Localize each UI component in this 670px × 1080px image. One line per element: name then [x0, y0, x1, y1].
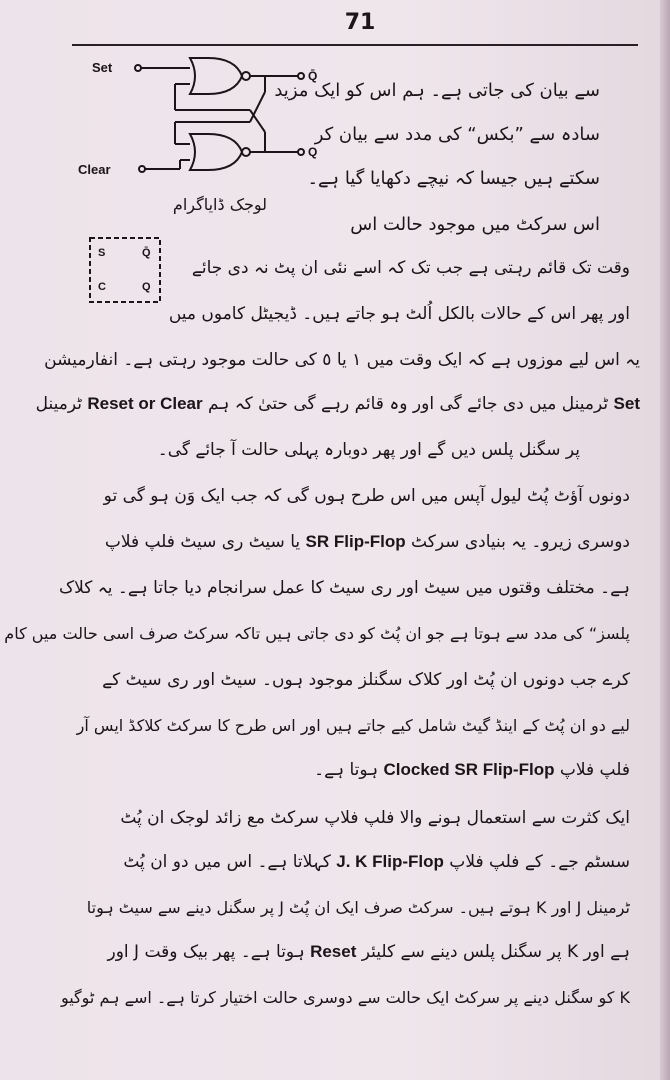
text-line: سے بیان کی جاتی ہے۔ ہم اس کو ایک مزید [274, 80, 600, 101]
text-line-mixed [314, 760, 630, 780]
box-q-label: Q [142, 281, 151, 293]
text-line: وقت تک قائم رہتی ہے جب تک کہ اسے نئی ان پٹ نہ دی جائے [191, 258, 630, 278]
text-line: اس سرکٹ میں موجود حالت اس [350, 214, 600, 235]
english-term: Reset [310, 942, 357, 961]
header-rule [72, 44, 638, 46]
text-line: ایک کثرت سے استعمال ہونے والا فلپ فلاپ سرکٹ مع زائد لوجک ان پُٹ [120, 808, 630, 828]
text-line: یہ اس لیے موزوں ہے کہ ایک وقت میں ۱ یا ٥ کی حالت موجود رہتی ہے۔ انفارمیشن [44, 350, 640, 370]
english-term: Clocked SR Flip-Flop [383, 760, 555, 779]
q-bar-label: Q̄ [308, 69, 318, 83]
box-s-label: S [98, 247, 106, 259]
text-line: K کو سگنل دینے پر سرکٹ ایک حالت سے دوسری حالت اختیار کرتا ہے۔ اسے ہم ٹوگیو [60, 988, 630, 1007]
text-segment: ہوتا ہے۔ [314, 760, 384, 780]
page-spine-shadow [660, 0, 670, 1080]
text-segment: ہے اور K پر سگنل پلس دینے سے کلیئر [356, 942, 630, 962]
text-line: سکتے ہیں جیسا کہ نیچے دکھایا گیا ہے۔ [307, 168, 600, 189]
clear-label: Clear [78, 162, 111, 177]
logic-diagram [70, 52, 340, 232]
text-segment: یا سیٹ ری سیٹ فلپ فلاپ [104, 532, 306, 552]
text-line-mixed [108, 942, 631, 962]
text-segment: ٹرمینل میں دی جائے گی اور وہ قائم رہے گی حتیٰ کہ ہم [202, 394, 614, 414]
set-label: Set [92, 60, 113, 75]
english-term: SR Flip-Flop [305, 532, 406, 551]
text-segment: دوسری زیرو۔ یہ بنیادی سرکٹ [405, 532, 630, 552]
box-c-label: C [98, 281, 106, 293]
text-line: پر سگنل پلس دیں گے اور پھر دوبارہ پہلی حالت آ جائے گی۔ [157, 440, 580, 460]
text-segment: فلپ فلاپ [554, 760, 630, 780]
q-label: Q [308, 145, 318, 159]
text-line: کرے جب دونوں ان پُٹ اور کلاک سگنلز موجود ہوں۔ سیٹ اور ری سیٹ کے [102, 670, 630, 690]
text-line: لیے دو ان پُٹ کے اینڈ گیٹ شامل کیے جاتے ہیں اور اس طرح کا سرکٹ کلاکڈ ایس آر [76, 716, 630, 735]
text-line: سادہ سے ”بکس“ کی مدد سے بیان کر [314, 124, 600, 145]
text-line: دونوں آؤٹ پُٹ لیول آپس میں اس طرح ہوں گی کہ جب ایک وَن ہو گی تو [103, 486, 630, 506]
text-segment: ہوتا ہے۔ پھر بیک وقت J اور [107, 942, 311, 962]
page-number: 71 [344, 10, 376, 35]
text-line: ٹرمینل J اور K ہوتے ہیں۔ سرکٹ صرف ایک ان پُٹ J پر سگنل دینے سے سیٹ ہوتا [86, 898, 630, 917]
flip-flop-box-symbol [80, 230, 170, 310]
english-term: Set [613, 394, 640, 413]
text-segment: سسٹم جے۔ کے فلپ فلاپ [443, 852, 630, 872]
text-line-mixed [123, 852, 630, 872]
text-line-mixed [105, 532, 630, 552]
english-term: Reset or Clear [87, 394, 203, 413]
english-term: J. K Flip-Flop [336, 852, 444, 871]
box-q-bar-label: Q̄ [142, 247, 151, 259]
text-line: اور پھر اس کے حالات بالکل اُلٹ ہو جاتے ہیں۔ ڈیجیٹل کاموں میں [168, 304, 630, 324]
text-line: پلسز“ کی مدد سے ہوتا ہے جو ان پُٹ کو دی جاتی ہیں تاکہ سرکٹ صرف اسی حالت میں کام [4, 624, 630, 643]
text-segment: کہلاتا ہے۔ اس میں دو ان پُٹ [123, 852, 337, 872]
text-line: ہے۔ مختلف وقتوں میں سیٹ اور ری سیٹ کا عمل سرانجام دیا جاتا ہے۔ یہ کلاک [58, 578, 630, 598]
text-line-mixed [36, 394, 640, 414]
diagram-caption: لوجک ڈایاگرام [172, 195, 268, 214]
text-segment: ٹرمینل [35, 394, 88, 414]
